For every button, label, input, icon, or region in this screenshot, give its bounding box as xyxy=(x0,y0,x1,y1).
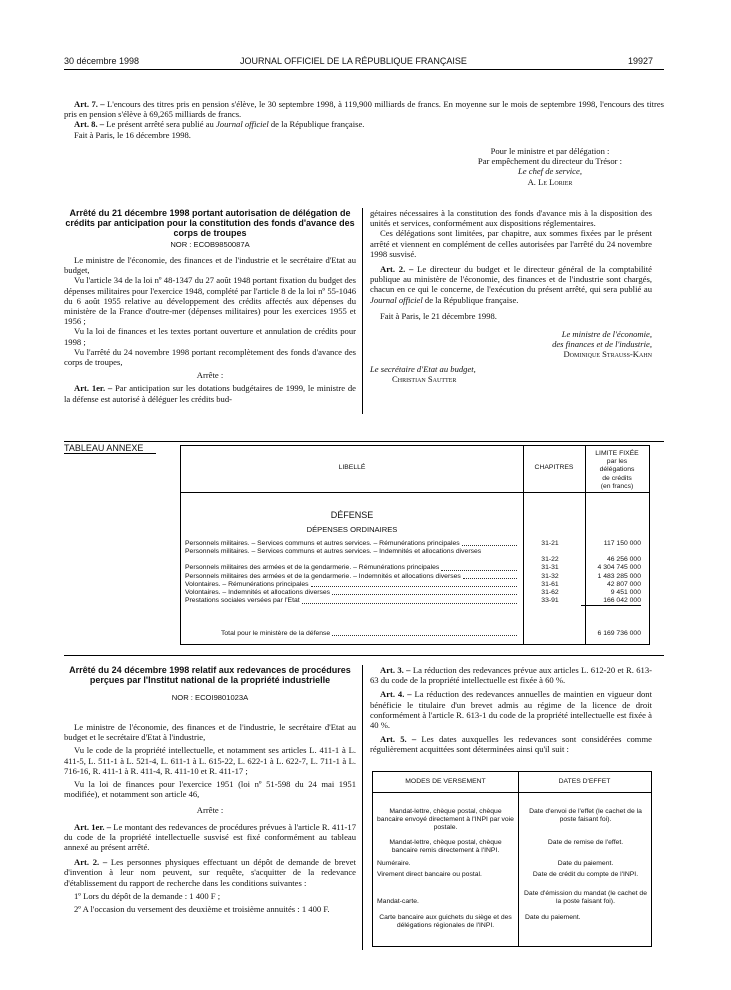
header-journal: JOURNAL OFFICIEL DE LA RÉPUBLIQUE FRANÇAISE xyxy=(240,56,467,66)
tableau-annexe xyxy=(180,445,650,645)
versement-table xyxy=(372,771,652,947)
arrete-1-title: Arrêté du 21 décembre 1998 portant autorisation de délégation de crédits par anticipation pour la constitution des fonds d'avance des corps de troupes xyxy=(65,208,355,238)
paragraph: Ces délégations sont limitées, par chapitre, aux sommes fixées par le présent arrêté et viennent en complément de celles autorisées par l'arrêté du 24 novembre 1998 susvisé. xyxy=(370,228,652,259)
caption-underline xyxy=(64,453,156,454)
date-cell: Date de remise de l'effet. xyxy=(547,839,624,846)
paragraph: Le ministre de l'économie, des finances et de l'industrie, le secrétaire d'Etat au budget et le secrétaire d'Etat à l'industrie, xyxy=(64,722,356,743)
table-row: Volontaires. – Rémunérations principales 31-61 42 807 000 xyxy=(185,580,641,588)
date-cell: Date du paiement. xyxy=(557,860,614,867)
header-line xyxy=(181,492,649,493)
top-signature: Pour le ministre et par délégation : Par empêchement du directeur du Trésor : Le chef de service, A. Le Lorier xyxy=(477,146,623,187)
column-line xyxy=(518,772,519,946)
article-2: Art. 2. – Le directeur du budget et le directeur général de la comptabilité publique au ministère de l'économie, des finances et de l'industrie sont chargés, chacun en ce qui le concerne, de l'exécution du présent arrêté, qui sera publié au Journal officiel de la République française. xyxy=(370,264,652,305)
column-divider xyxy=(362,208,363,414)
date-cell: Date d'émission du mandat (le cachet de la poste faisant foi). xyxy=(524,890,647,906)
tableau-top-rule xyxy=(64,441,664,442)
arrete-2-left xyxy=(64,665,356,914)
arrete-label: Arrête : xyxy=(196,370,224,381)
paragraph: gétaires nécessaires à la constitution des fonds d'avance mis à la disposition des unités et services, conformément aux dispositions réglementaires. xyxy=(370,208,652,229)
header-rule xyxy=(64,69,664,70)
col-libelle: LIBELLÉ xyxy=(338,464,366,471)
header-line xyxy=(373,792,651,793)
arrete-2-nor: NOR : ECOI9801023A xyxy=(171,693,249,702)
arrete-label: Arrête : xyxy=(196,805,224,816)
article-3: Art. 3. – La réduction des redevances prévue aux articles L. 612-20 et R. 613-63 du code de la propriété intellectuelle est fixée à 60 %. xyxy=(370,665,652,686)
article-7: Art. 7. – L'encours des titres pris en pension s'élève, le 30 septembre 1998, à 119,900 milliards de francs. En moyenne sur le mois de septembre 1998, l'encours des titres pris en pension s'élève à 69,265 milliards de francs. xyxy=(64,99,665,120)
arrete-2-title: Arrêté du 24 décembre 1998 relatif aux redevances de procédures perçues par l'Institut national de la propriété industrielle xyxy=(69,665,351,685)
signature-line: Le ministre de l'économie, xyxy=(561,329,652,340)
paragraph: Vu la loi de finances et les textes portant ouverture et annulation de crédits pour 1998 ; xyxy=(64,326,356,347)
arrete-1-right xyxy=(370,208,652,384)
paragraph: Vu la loi de finances pour l'exercice 1951 (loi nº 51-598 du 24 mai 1951 modifiée), et notamment son article 46, xyxy=(64,779,356,800)
tableau-rows xyxy=(185,540,649,606)
signature-name: Christian Sautter xyxy=(392,373,457,384)
mode-cell: Carte bancaire aux guichets du siège et des délégations régionales de l'INPI. xyxy=(379,914,512,930)
fait-paris: Fait à Paris, le 16 décembre 1998. xyxy=(74,129,191,140)
article-5: Art. 5. – Les dates auxquelles les redevances sont considérées comme régulièrement acquittées sont déterminées ainsi qu'il suit : xyxy=(370,734,652,755)
article-4: Art. 4. – La réduction des redevances annuelles de maintien en vigueur dont bénéficie le titulaire d'un brevet admis au régime de la licence de droit conformément à l'article R. 613-1 du code de la propriété intellectuelle est fixée à 40 %. xyxy=(370,689,652,731)
table-row: Personnels militaires des armées et de la gendarmerie. – Rémunérations principales 31-31 4 304 745 000 xyxy=(185,564,641,572)
article-2: Art. 2. – Les personnes physiques effectuant un dépôt de demande de brevet d'invention à leur nom peuvent, sur requête, s'acquitter de la redevance d'établissement du rapport de recherche dans les conditions suivantes : xyxy=(64,857,356,888)
signature-line: Le secrétaire d'Etat au budget, xyxy=(370,363,476,374)
col-limite: LIMITE FIXÉE par les délégations de crédits (en francs) xyxy=(595,450,639,490)
table-row: Personnels militaires des armées et de la gendarmerie. – Indemnités et allocations diverses 31-32 1 483 285 000 xyxy=(185,572,641,580)
header-date: 30 décembre 1998 xyxy=(64,56,140,66)
table-row: Prestations sociales versées par l'Etat 33-91 166 042 000 xyxy=(185,597,649,606)
col-chapitres: CHAPITRES xyxy=(534,464,574,471)
paragraph: Vu l'arrêté du 24 novembre 1998 portant recomplètement des fonds d'avance des corps de troupes, xyxy=(64,346,356,368)
tableau-caption: TABLEAU ANNEXE xyxy=(64,443,144,453)
date-cell: Date de crédit du compte de l'INPI. xyxy=(532,871,639,878)
total-row: Total pour le ministère de la défense 6 169 736 000 xyxy=(221,630,641,637)
article-1: Art. 1er. – Par anticipation sur les dotations budgétaires de 1999, le ministre de la défense est autorisé à déléguer les crédits bud- xyxy=(64,383,356,404)
column-divider xyxy=(362,665,363,950)
arrete-2-right xyxy=(370,665,652,755)
table-row: Volontaires. – Indemnités et allocations diverses 31-62 9 451 000 xyxy=(185,589,641,597)
article-1: Art. 1er. – Le montant des redevances de procédures prévues à l'article R. 411-17 du code de la propriété intellectuelle susvisé est fixé conformément au tableau annexé au présent arrêté. xyxy=(64,821,356,853)
paragraph: Vu l'article 34 de la loi nº 48-1347 du 27 août 1948 portant fixation du budget des dépenses militaires pour l'exercice 1948, complété par l'article 8 de la loi nº 55-1046 du 6 août 1955 relative au développement des crédits affectés aux dépenses du ministère de la France d'outre-mer (dépenses militaires) pour les exercices 1955 et 1956 ; xyxy=(64,275,356,327)
signature-name: Dominique Strauss-Kahn xyxy=(563,349,652,360)
mode-cell: Mandat-lettre, chèque postal, chèque bancaire remis directement à l'INPI. xyxy=(389,839,502,855)
signature-line: des finances et de l'industrie, xyxy=(552,339,652,350)
mode-cell: Mandat-lettre, chèque postal, chèque bancaire envoyé directement à l'INPI par voie postale. xyxy=(377,808,514,832)
section-rule xyxy=(64,655,664,656)
table-row: Personnels militaires. – Services communs et autres services. – Rémunérations principales 31-21 117 150 000 xyxy=(185,540,641,547)
list-item: 2º A l'occasion du versement des deuxième et troisième annuités : 1 400 F. xyxy=(74,904,330,915)
paragraph: Vu le code de la propriété intellectuelle, et notamment ses articles L. 411-1 à L. 411-5, L. 511-1 à L. 521-4, L. 611-1 à L. 615-22, L. 622-1 à L. 622-7, L. 711-1 à L. 716-16, R. 411-1 à R. 411-4, R. 411-10 et R. 411-17 ; xyxy=(64,745,356,776)
date-cell: Date d'envoi de l'effet (le cachet de la poste faisant foi). xyxy=(529,808,642,824)
top-continuation xyxy=(64,99,664,140)
mode-cell: Virement direct bancaire ou postal. xyxy=(377,871,482,878)
paragraph: Le ministre de l'économie, des finances et de l'industrie et le secrétaire d'Etat au budget, xyxy=(64,255,356,276)
subsection: DÉPENSES ORDINAIRES xyxy=(306,525,398,534)
table-row: Personnels militaires. – Services communs et autres services. – Indemnités et allocations diverses 31-22 46 256 000 xyxy=(185,548,641,564)
section-defense: DÉFENSE xyxy=(330,510,374,520)
mode-cell: Mandat-carte. xyxy=(377,898,419,905)
article-8: Art. 8. – Le présent arrêté sera publié au Journal officiel de la République française. xyxy=(74,119,365,130)
col-dates: DATES D'EFFET xyxy=(558,778,611,785)
list-item: 1º Lors du dépôt de la demande : 1 400 F ; xyxy=(74,890,221,901)
header-page-number: 19927 xyxy=(628,56,654,66)
col-modes: MODES DE VERSEMENT xyxy=(405,778,486,785)
mode-cell: Numéraire. xyxy=(377,860,411,867)
arrete-1-left xyxy=(64,208,356,404)
date-cell: Date du paiement. xyxy=(525,914,581,921)
arrete-1-nor: NOR : ECOB9850087A xyxy=(170,240,250,249)
fait-paris: Fait à Paris, le 21 décembre 1998. xyxy=(380,310,497,321)
